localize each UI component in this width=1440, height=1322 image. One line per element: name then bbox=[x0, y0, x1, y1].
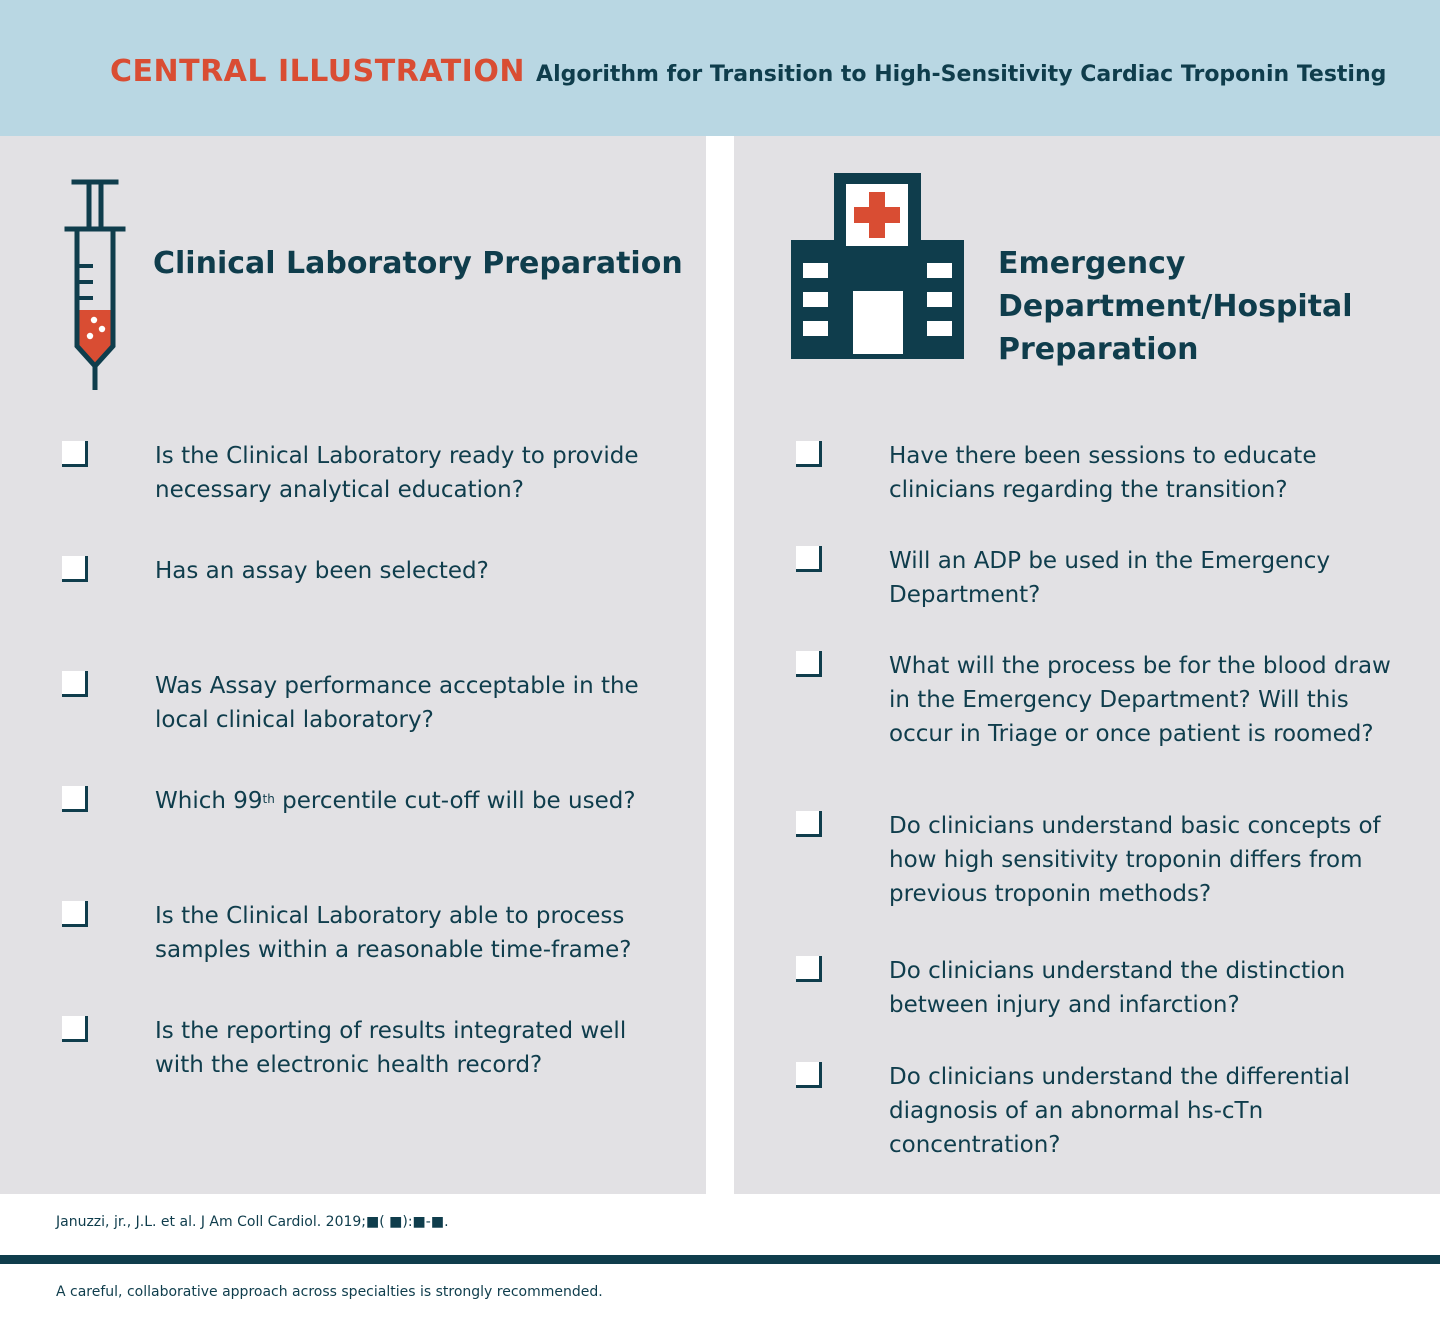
checkbox[interactable] bbox=[796, 441, 822, 467]
checkbox[interactable] bbox=[62, 786, 88, 812]
item-text: Is the Clinical Laboratory able to process samples within a reasonable time-frame? bbox=[155, 903, 632, 963]
item-text: Have there been sessions to educate clinicians regarding the transition? bbox=[889, 443, 1317, 503]
checkbox[interactable] bbox=[796, 811, 822, 837]
header-banner bbox=[0, 0, 1440, 136]
checkbox[interactable] bbox=[62, 556, 88, 582]
citation: Januzzi, jr., J.L. et al. J Am Coll Cardiol. 2019;■( ■):■-■. bbox=[56, 1214, 449, 1230]
checkbox[interactable] bbox=[62, 671, 88, 697]
hospital-icon bbox=[791, 173, 964, 359]
title-line-2: Department/Hospital bbox=[998, 289, 1353, 324]
checkbox[interactable] bbox=[796, 546, 822, 572]
item-text: Is the Clinical Laboratory ready to provide necessary analytical education? bbox=[155, 443, 639, 503]
header-line bbox=[110, 54, 1386, 89]
item-text: Do clinicians understand basic concepts of how high sensitivity troponin differs from previous troponin methods? bbox=[889, 813, 1381, 907]
item-text: What will the process be for the blood draw in the Emergency Department? Will this occur in Triage or once patient is roomed? bbox=[889, 653, 1391, 747]
emergency-department-title bbox=[998, 242, 1353, 371]
checkbox[interactable] bbox=[796, 651, 822, 677]
item-text-start: Which 99 bbox=[155, 788, 263, 814]
clinical-laboratory-title: Clinical Laboratory Preparation bbox=[153, 246, 683, 281]
checkbox[interactable] bbox=[62, 441, 88, 467]
header-title: Algorithm for Transition to High-Sensitivity Cardiac Troponin Testing bbox=[536, 62, 1387, 87]
title-line-3: Preparation bbox=[998, 332, 1199, 367]
item-text: Was Assay performance acceptable in the local clinical laboratory? bbox=[155, 673, 639, 733]
title-line-1: Emergency bbox=[998, 246, 1186, 281]
clinical-laboratory-panel bbox=[0, 136, 706, 1194]
item-text: Will an ADP be used in the Emergency Department? bbox=[889, 548, 1331, 608]
checkbox[interactable] bbox=[62, 1016, 88, 1042]
footer-note: A careful, collaborative approach across specialties is strongly recommended. bbox=[56, 1284, 603, 1300]
central-illustration-label: CENTRAL ILLUSTRATION bbox=[110, 54, 525, 89]
item-text: Has an assay been selected? bbox=[155, 558, 489, 584]
superscript-th: th bbox=[262, 792, 275, 806]
emergency-department-panel bbox=[734, 136, 1440, 1194]
checkbox[interactable] bbox=[62, 901, 88, 927]
footer-divider bbox=[0, 1255, 1440, 1264]
item-text bbox=[155, 784, 665, 818]
checkbox[interactable] bbox=[796, 1062, 822, 1088]
item-text: Do clinicians understand the distinction between injury and infarction? bbox=[889, 958, 1346, 1018]
item-text-end: percentile cut-off will be used? bbox=[274, 788, 636, 814]
syringe-icon bbox=[62, 178, 128, 393]
item-text: Do clinicians understand the differential diagnosis of an abnormal hs-cTn concentration? bbox=[889, 1064, 1351, 1158]
item-text: Is the reporting of results integrated well with the electronic health record? bbox=[155, 1018, 627, 1078]
checkbox[interactable] bbox=[796, 956, 822, 982]
